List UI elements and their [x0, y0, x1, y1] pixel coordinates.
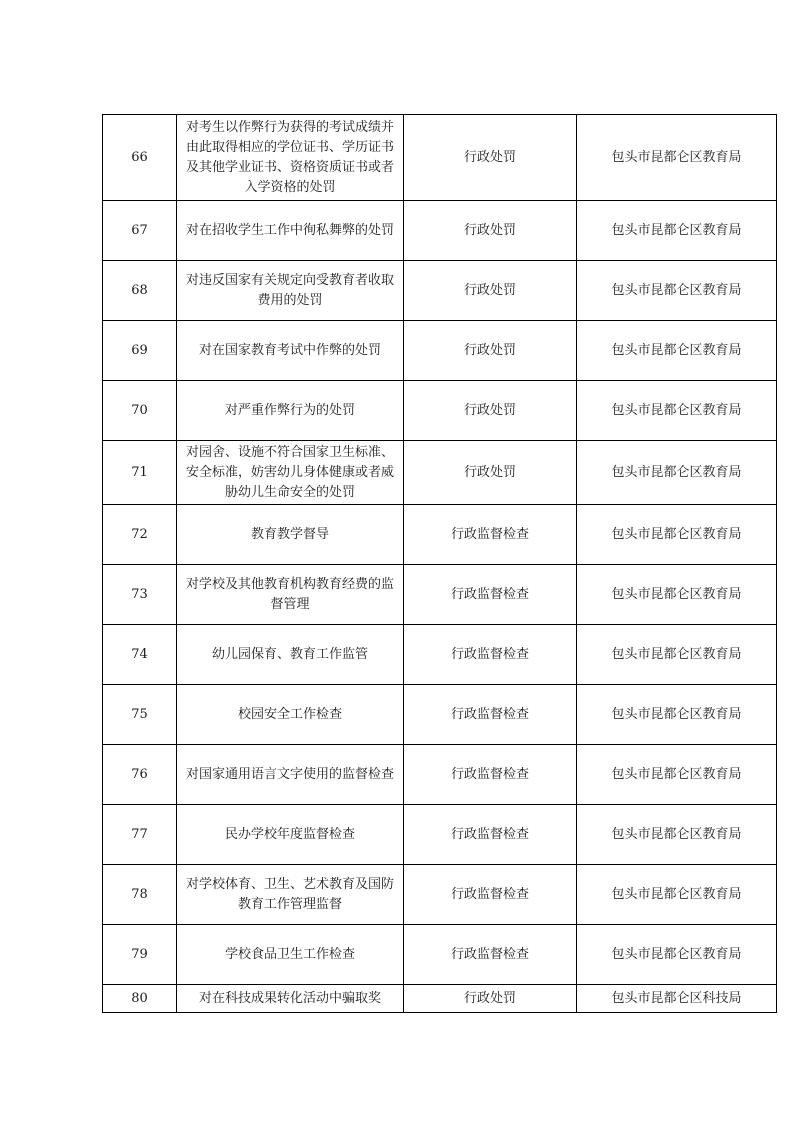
row-number: 72 — [103, 505, 177, 565]
item-name: 民办学校年度监督检查 — [177, 805, 404, 865]
department: 包头市昆都仑区教育局 — [577, 115, 777, 201]
item-type: 行政处罚 — [404, 321, 577, 381]
item-type: 行政监督检查 — [404, 565, 577, 625]
item-name: 对严重作弊行为的处罚 — [177, 381, 404, 441]
department: 包头市昆都仑区科技局 — [577, 985, 777, 1013]
row-number: 74 — [103, 625, 177, 685]
table-row — [103, 115, 777, 201]
table-row — [103, 745, 777, 805]
item-name: 对园舍、设施不符合国家卫生标准、安全标准，妨害幼儿身体健康或者威胁幼儿生命安全的处罚 — [177, 441, 404, 505]
table-row — [103, 321, 777, 381]
item-type: 行政处罚 — [404, 115, 577, 201]
item-type: 行政监督检查 — [404, 685, 577, 745]
item-name: 对国家通用语言文字使用的监督检查 — [177, 745, 404, 805]
table-row — [103, 625, 777, 685]
row-number: 80 — [103, 985, 177, 1013]
department: 包头市昆都仑区教育局 — [577, 261, 777, 321]
item-type: 行政处罚 — [404, 381, 577, 441]
row-number: 70 — [103, 381, 177, 441]
item-type: 行政处罚 — [404, 985, 577, 1013]
table-row — [103, 505, 777, 565]
table-row — [103, 985, 777, 1013]
item-name: 教育教学督导 — [177, 505, 404, 565]
row-number: 75 — [103, 685, 177, 745]
item-type: 行政监督检查 — [404, 745, 577, 805]
department: 包头市昆都仑区教育局 — [577, 565, 777, 625]
department: 包头市昆都仑区教育局 — [577, 505, 777, 565]
row-number: 78 — [103, 865, 177, 925]
row-number: 76 — [103, 745, 177, 805]
item-type: 行政处罚 — [404, 261, 577, 321]
item-name: 对在科技成果转化活动中骗取奖 — [177, 985, 404, 1013]
table-row — [103, 565, 777, 625]
item-type: 行政监督检查 — [404, 805, 577, 865]
table-body — [103, 115, 777, 1013]
table-row — [103, 925, 777, 985]
table-row — [103, 261, 777, 321]
table-row — [103, 201, 777, 261]
item-type: 行政监督检查 — [404, 505, 577, 565]
department: 包头市昆都仑区教育局 — [577, 745, 777, 805]
row-number: 79 — [103, 925, 177, 985]
item-type: 行政监督检查 — [404, 865, 577, 925]
row-number: 71 — [103, 441, 177, 505]
department: 包头市昆都仑区教育局 — [577, 865, 777, 925]
table-row — [103, 685, 777, 745]
item-type: 行政监督检查 — [404, 625, 577, 685]
item-name: 对在国家教育考试中作弊的处罚 — [177, 321, 404, 381]
row-number: 67 — [103, 201, 177, 261]
department: 包头市昆都仑区教育局 — [577, 381, 777, 441]
item-type: 行政监督检查 — [404, 925, 577, 985]
power-list-table — [102, 114, 777, 1013]
item-name: 对考生以作弊行为获得的考试成绩并由此取得相应的学位证书、学历证书及其他学业证书、资格资质证书或者入学资格的处罚 — [177, 115, 404, 201]
table-row — [103, 865, 777, 925]
table-row — [103, 441, 777, 505]
item-name: 幼儿园保育、教育工作监管 — [177, 625, 404, 685]
department: 包头市昆都仑区教育局 — [577, 685, 777, 745]
department: 包头市昆都仑区教育局 — [577, 321, 777, 381]
row-number: 73 — [103, 565, 177, 625]
department: 包头市昆都仑区教育局 — [577, 441, 777, 505]
item-name: 对违反国家有关规定向受教育者收取费用的处罚 — [177, 261, 404, 321]
row-number: 77 — [103, 805, 177, 865]
row-number: 69 — [103, 321, 177, 381]
item-name: 学校食品卫生工作检查 — [177, 925, 404, 985]
row-number: 68 — [103, 261, 177, 321]
department: 包头市昆都仑区教育局 — [577, 201, 777, 261]
table-row — [103, 381, 777, 441]
item-name: 对学校体育、卫生、艺术教育及国防教育工作管理监督 — [177, 865, 404, 925]
item-name: 对在招收学生工作中徇私舞弊的处罚 — [177, 201, 404, 261]
department: 包头市昆都仑区教育局 — [577, 925, 777, 985]
department: 包头市昆都仑区教育局 — [577, 805, 777, 865]
item-type: 行政处罚 — [404, 201, 577, 261]
department: 包头市昆都仑区教育局 — [577, 625, 777, 685]
row-number: 66 — [103, 115, 177, 201]
table-row — [103, 805, 777, 865]
item-name: 校园安全工作检查 — [177, 685, 404, 745]
item-name: 对学校及其他教育机构教育经费的监督管理 — [177, 565, 404, 625]
item-type: 行政处罚 — [404, 441, 577, 505]
